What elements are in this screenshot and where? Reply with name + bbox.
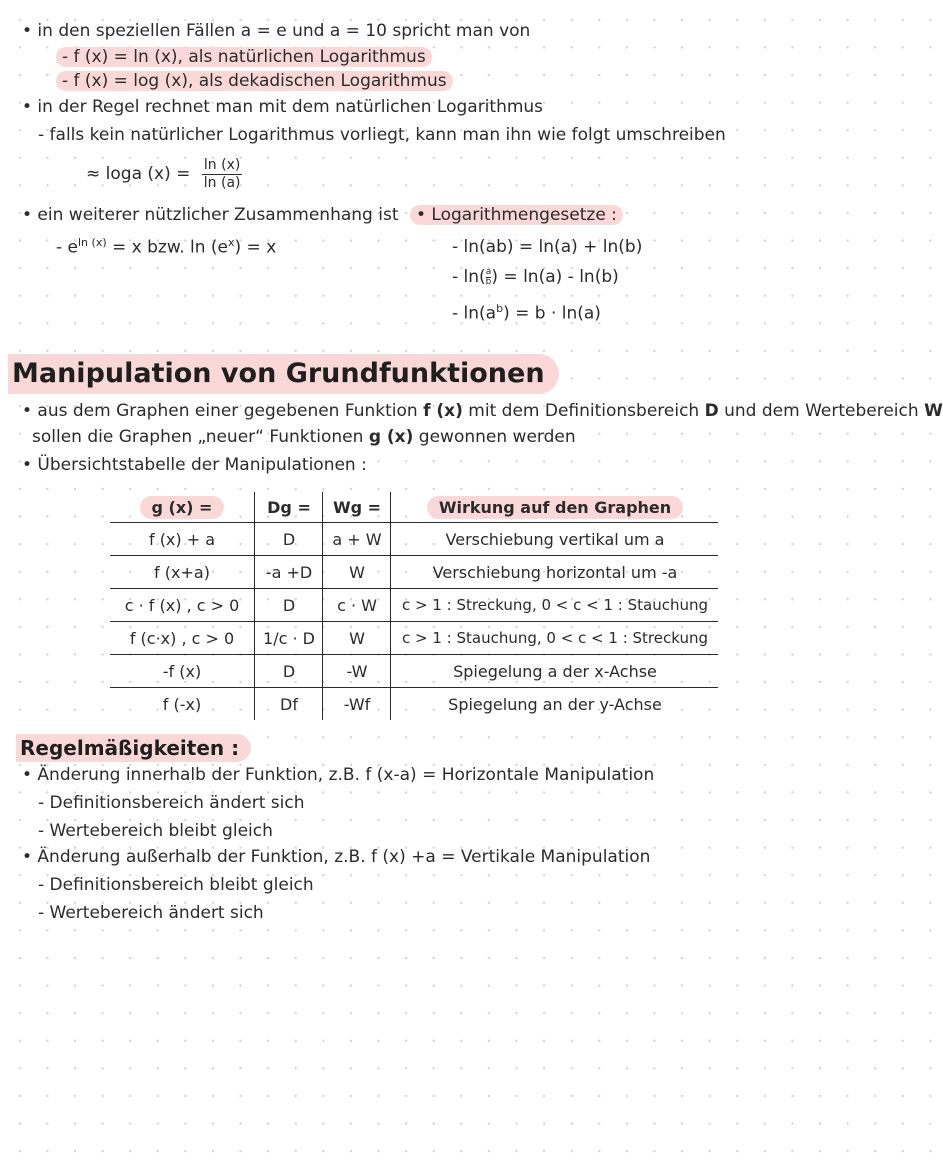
table-row bbox=[110, 688, 718, 720]
intro-fx: f (x) bbox=[423, 401, 463, 421]
cell-range: W bbox=[322, 622, 391, 654]
cell-effect: c > 1 : Stauchung, 0 < c < 1 : Streckung bbox=[390, 622, 719, 654]
exp-superscript-x: x bbox=[228, 236, 235, 249]
log-law-product: - ln(ab) = ln(a) + ln(b) bbox=[452, 237, 643, 257]
text-natural-log bbox=[56, 46, 432, 68]
cell-range: -W bbox=[322, 655, 391, 687]
intro-2c: gewonnen werden bbox=[413, 427, 576, 447]
cell-effect: Spiegelung a der x-Achse bbox=[390, 655, 719, 687]
cell-function: -f (x) bbox=[162, 661, 202, 681]
section-title-rules: Regelmäßigkeiten : bbox=[16, 734, 251, 762]
formula-left: ≈ loga (x) = bbox=[86, 164, 191, 184]
header-effect-label: Wirkung auf den Graphen bbox=[427, 496, 683, 519]
log-law-quotient bbox=[452, 266, 619, 288]
cell-domain: -a +D bbox=[254, 556, 323, 588]
header-g bbox=[110, 492, 254, 522]
text-relation: • ein weiterer nützlicher Zusammenhang ist bbox=[22, 205, 399, 225]
intro-1c: mit dem Definitionsbereich bbox=[462, 401, 705, 421]
rule-outside-range: - Wertebereich ändert sich bbox=[38, 903, 264, 923]
header-g-label: g (x) = bbox=[140, 496, 225, 519]
law2-post: ) = ln(a) - ln(b) bbox=[491, 267, 619, 287]
cell-range: c · W bbox=[322, 589, 391, 621]
table-row bbox=[110, 622, 718, 655]
intro-W: W bbox=[924, 401, 943, 421]
rule-inside: • Änderung innerhalb der Funktion, z.B. f (x-a) = Horizontale Manipulation bbox=[22, 765, 655, 785]
exp-end: ) = x bbox=[234, 237, 277, 258]
highlight-log-laws: • Logarithmengesetze : bbox=[410, 205, 623, 225]
cell-effect: c > 1 : Streckung, 0 < c < 1 : Stauchung bbox=[390, 589, 719, 621]
header-dg: Dg = bbox=[254, 492, 323, 522]
text-intro-2 bbox=[32, 426, 576, 448]
highlight-natural-log: - f (x) = ln (x), als natürlichen Logarithmus bbox=[56, 47, 432, 67]
cell-domain: D bbox=[254, 523, 323, 555]
cell-domain: D bbox=[254, 655, 323, 687]
cell-effect: Verschiebung vertikal um a bbox=[390, 523, 719, 555]
rule-inside-domain: - Definitionsbereich ändert sich bbox=[38, 793, 305, 813]
intro-1e: und dem Wertebereich bbox=[718, 401, 925, 421]
cell-domain: Df bbox=[254, 688, 323, 720]
cell-range: a + W bbox=[322, 523, 391, 555]
cell-function: c · f (x) , c > 0 bbox=[124, 595, 240, 615]
law3-post: ) = b · ln(a) bbox=[503, 303, 601, 324]
cell-effect: Verschiebung horizontal um -a bbox=[390, 556, 719, 588]
law3-pre: - ln(a bbox=[452, 303, 497, 324]
rule-outside: • Änderung außerhalb der Funktion, z.B. f (x) +a = Vertikale Manipulation bbox=[22, 847, 651, 867]
formula-change-of-base bbox=[86, 154, 242, 194]
highlight-decadic-log: - f (x) = log (x), als dekadischen Logarithmus bbox=[56, 71, 453, 91]
cell-function: f (-x) bbox=[162, 694, 202, 714]
log-laws-title bbox=[410, 204, 623, 226]
cell-domain: D bbox=[254, 589, 323, 621]
header-effect bbox=[390, 492, 719, 522]
cell-function: f (x) + a bbox=[148, 529, 216, 549]
cell-range: W bbox=[322, 556, 391, 588]
intro-D: D bbox=[704, 401, 719, 421]
intro-gx: g (x) bbox=[368, 427, 414, 447]
text-decadic-log bbox=[56, 70, 453, 92]
intro-2a: sollen die Graphen „neuer“ Funktionen bbox=[32, 427, 369, 447]
law2-den: b bbox=[485, 276, 492, 287]
formula-exp-ln bbox=[56, 232, 276, 259]
log-law-power bbox=[452, 298, 601, 325]
text-intro-1 bbox=[22, 400, 943, 422]
header-wg: Wg = bbox=[322, 492, 391, 522]
cell-effect: Spiegelung an der y-Achse bbox=[390, 688, 719, 720]
cell-function: f (x+a) bbox=[154, 562, 210, 582]
law2-num: a bbox=[485, 266, 492, 277]
cell-function: f (c·x) , c > 0 bbox=[129, 628, 235, 648]
formula-numerator: ln (x) bbox=[202, 157, 243, 175]
table-row bbox=[110, 655, 718, 688]
cell-domain: 1/c · D bbox=[254, 622, 323, 654]
formula-fraction bbox=[202, 157, 243, 192]
law2-pre: - ln( bbox=[452, 267, 486, 287]
rule-outside-domain: - Definitionsbereich bleibt gleich bbox=[38, 875, 314, 895]
text-special-cases: • in den speziellen Fällen a = e und a = 10 spricht man von bbox=[22, 21, 531, 41]
table-header-row bbox=[110, 492, 718, 523]
exp-mid: = x bzw. ln (e bbox=[106, 237, 228, 258]
exp-superscript: ln (x) bbox=[78, 236, 107, 249]
section-title-manipulation: Manipulation von Grundfunktionen bbox=[8, 354, 559, 394]
manipulation-table bbox=[110, 492, 718, 720]
text-rule-natural: • in der Regel rechnet man mit dem natürlichen Logarithmus bbox=[22, 97, 544, 117]
intro-1a: • aus dem Graphen einer gegebenen Funktion bbox=[22, 401, 424, 421]
cell-range: -Wf bbox=[322, 688, 391, 720]
table-row bbox=[110, 523, 718, 556]
formula-denominator: ln (a) bbox=[203, 174, 241, 191]
text-table-intro: • Übersichtstabelle der Manipulationen : bbox=[22, 455, 367, 475]
table-row bbox=[110, 589, 718, 622]
exp-base: - e bbox=[56, 237, 78, 258]
rule-inside-range: - Wertebereich bleibt gleich bbox=[38, 821, 273, 841]
text-rewrite: - falls kein natürlicher Logarithmus vorliegt, kann man ihn wie folgt umschreiben bbox=[38, 125, 726, 145]
table-row bbox=[110, 556, 718, 589]
law3-sup: b bbox=[496, 302, 504, 315]
